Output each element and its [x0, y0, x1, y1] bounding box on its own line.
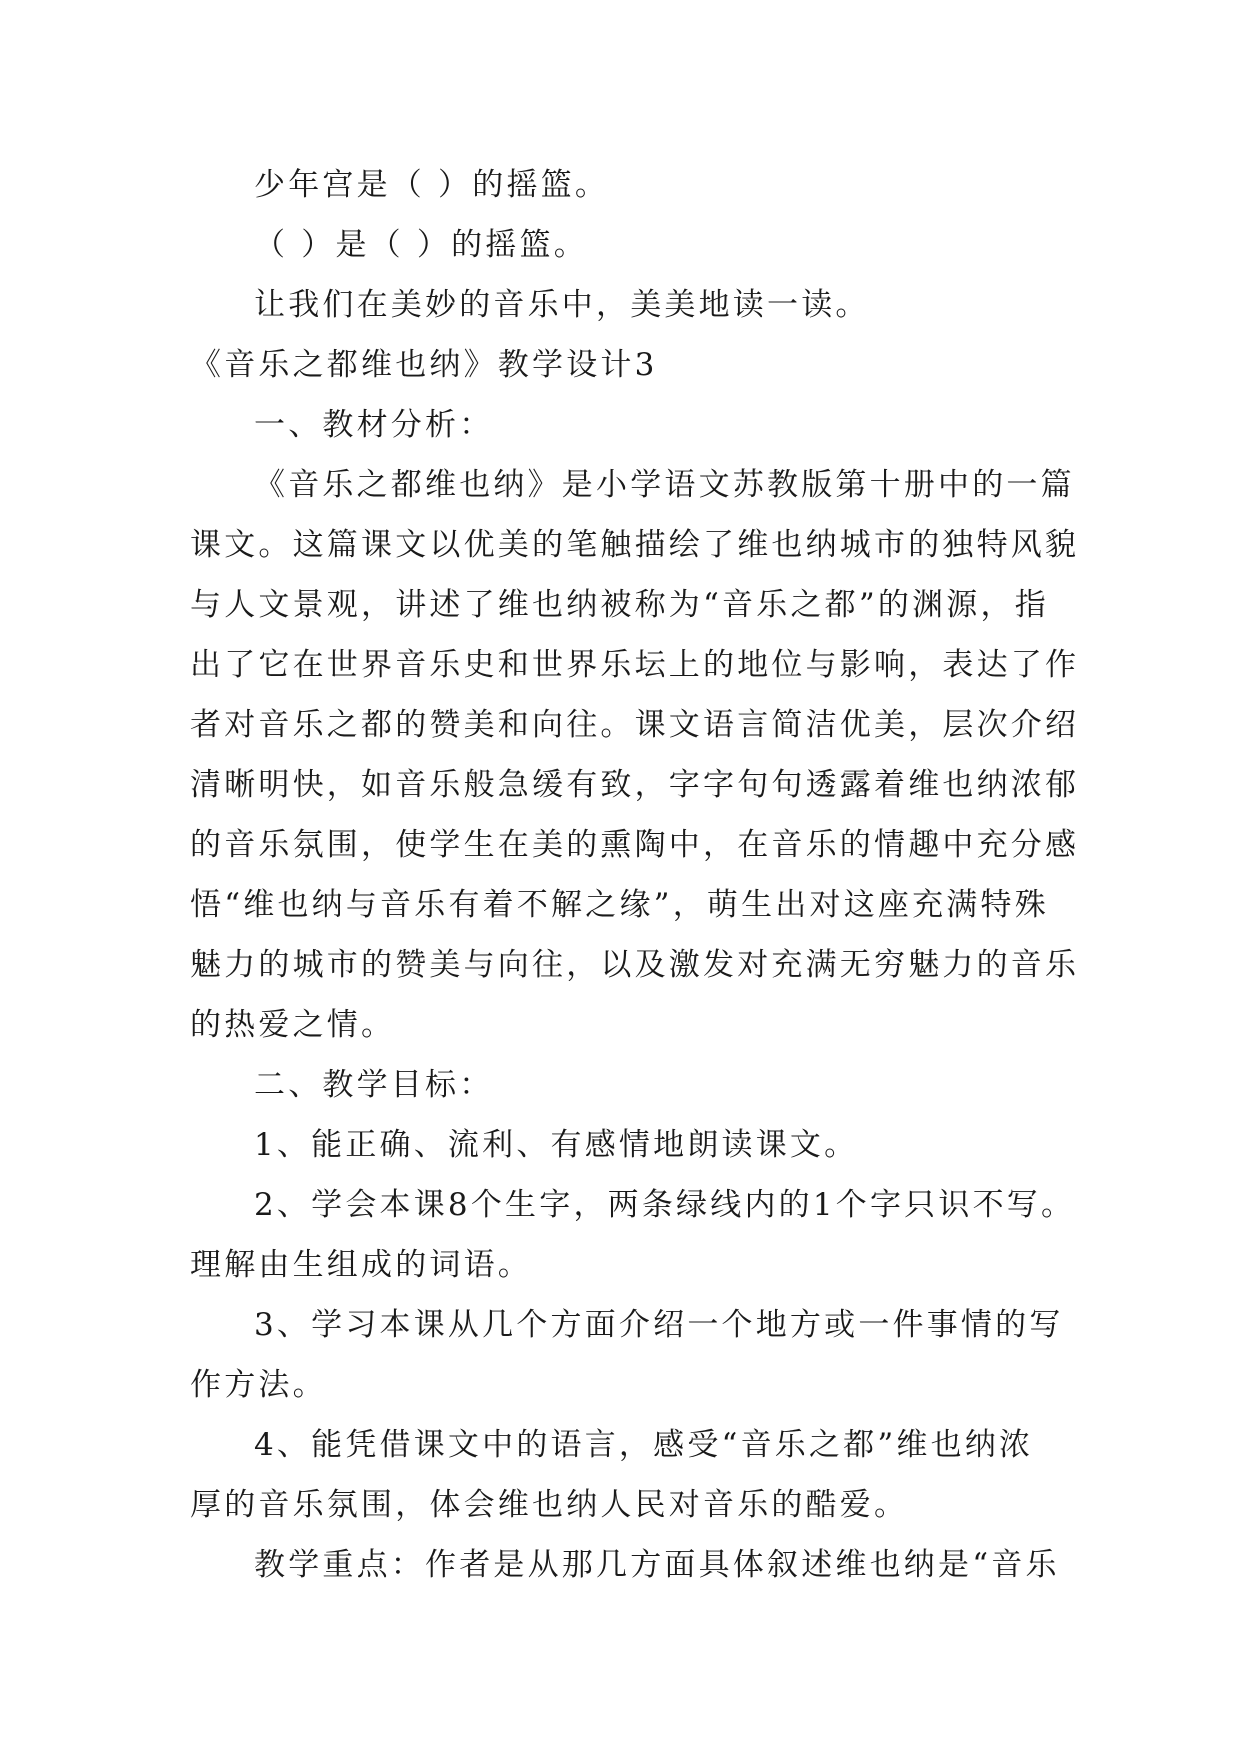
paragraph-line: 作方法。 — [190, 1367, 327, 1403]
paragraph-line: 《音乐之都维也纳》是小学语文苏教版第十册中的一篇 — [254, 467, 1075, 503]
paragraph-line: 厚的音乐氛围，体会维也纳人民对音乐的酷爱。 — [190, 1487, 909, 1523]
paragraph-line: 的热爱之情。 — [190, 1007, 396, 1043]
read-prompt: 让我们在美妙的音乐中，美美地读一读。 — [254, 287, 870, 323]
goal-item-2 — [190, 1175, 1076, 1295]
paragraph-line: 的音乐氛围，使学生在美的熏陶中，在音乐的情趣中充分感 — [190, 827, 1080, 863]
fill-blank-line-1: 少年宫是（ ）的摇篮。 — [254, 167, 610, 203]
goal-item-3 — [190, 1295, 1064, 1415]
goal-item-1: 1、能正确、流利、有感情地朗读课文。 — [254, 1127, 859, 1163]
document-title: 《音乐之都维也纳》教学设计3 — [190, 347, 658, 383]
paragraph-line: 者对音乐之都的赞美和向往。课文语言简洁优美，层次介绍 — [190, 707, 1080, 743]
fill-blank-line-2: （ ）是（ ）的摇篮。 — [254, 227, 588, 263]
materials-analysis-paragraph — [190, 455, 1080, 1055]
goal-item-4 — [190, 1415, 1052, 1535]
key-point-line: 教学重点：作者是从那几方面具体叙述维也纳是“音乐 — [254, 1547, 1060, 1583]
paragraph-line: 3、学习本课从几个方面介绍一个地方或一件事情的写 — [254, 1307, 1064, 1343]
paragraph-line: 与人文景观，讲述了维也纳被称为“音乐之都”的渊源，指 — [190, 587, 1049, 623]
paragraph-line: 魅力的城市的赞美与向往，以及激发对充满无穷魅力的音乐 — [190, 947, 1080, 983]
document-page — [190, 155, 1080, 1595]
section-heading-materials: 一、教材分析： — [254, 407, 494, 443]
paragraph-line: 4、能凭借课文中的语言，感受“音乐之都”维也纳浓 — [254, 1427, 1034, 1463]
paragraph-line: 理解由生组成的词语。 — [190, 1247, 532, 1283]
paragraph-line: 课文。这篇课文以优美的笔触描绘了维也纳城市的独特风貌 — [190, 527, 1080, 563]
paragraph-line: 清晰明快，如音乐般急缓有致，字字句句透露着维也纳浓郁 — [190, 767, 1080, 803]
paragraph-line: 悟“维也纳与音乐有着不解之缘”，萌生出对这座充满特殊 — [190, 887, 1049, 923]
paragraph-line: 出了它在世界音乐史和世界乐坛上的地位与影响，表达了作 — [190, 647, 1080, 683]
paragraph-line: 2、学会本课8个生字，两条绿线内的1个字只识不写。 — [254, 1187, 1076, 1223]
section-heading-goals: 二、教学目标： — [254, 1067, 494, 1103]
